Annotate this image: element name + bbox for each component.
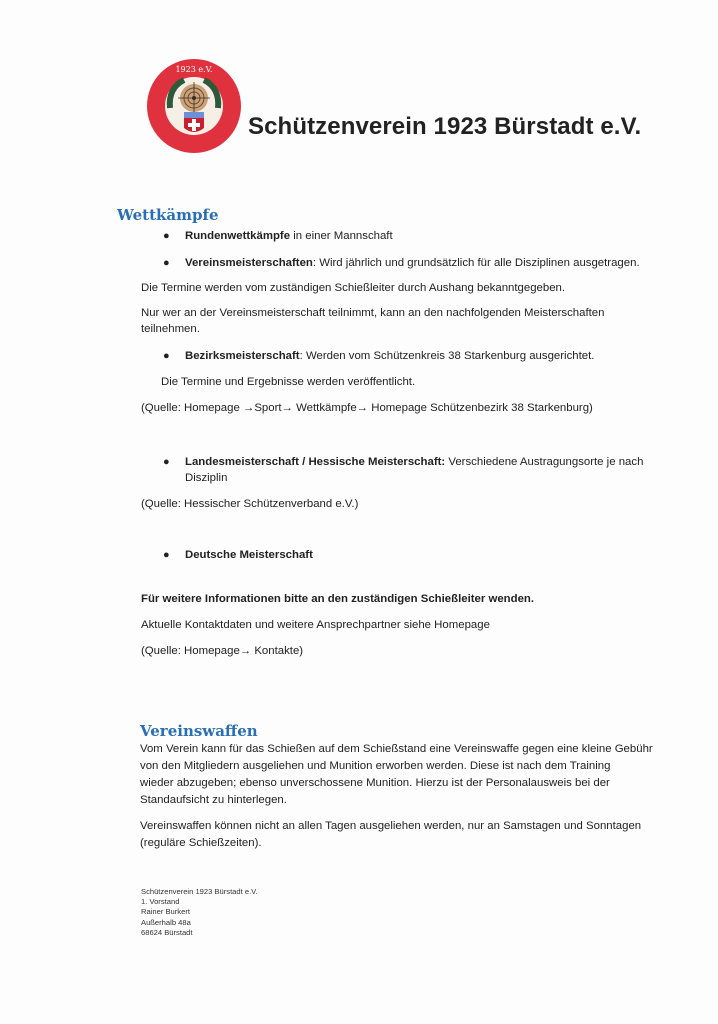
footer-line: Schützenverein 1923 Bürstadt e.V. [141,887,258,896]
item-text: in einer Mannschaft [290,230,393,242]
bullet-icon: ● [163,456,170,468]
item-text: : Wird jährlich und grundsätzlich für alle Disziplinen ausgetragen. [312,257,640,269]
paragraph-line: (reguläre Schießzeiten). [140,837,262,849]
paragraph-line: von den Mitgliedern ausgeliehen und Munition erworben werden. Diese ist nach dem Training [140,760,611,772]
footer-line: Rainer Burkert [141,907,190,917]
paragraph-line: Standaufsicht zu hinterlegen. [140,794,287,806]
contact-note: Aktuelle Kontaktdaten und weitere Ansprechpartner siehe Homepage [141,619,490,631]
item-title: Landesmeisterschaft / Hessische Meisterschaft: [185,456,446,468]
source-kontakte: (Quelle: Homepage→ Kontakte) [141,645,304,657]
footer-line: Außerhalb 48a [141,917,191,927]
paragraph-line: Vereinswaffen können nicht an allen Tagen ausgeliehen werden, nur an Samstagen und Sonntagen [140,820,642,832]
source-hessen: (Quelle: Hessischer Schützenverband e.V.) [141,498,359,510]
list-item-vereinsmeisterschaften [163,257,640,269]
bullet-icon: ● [163,549,170,561]
info-text: Für weitere Informationen bitte an den zuständigen Schießleiter wenden. [141,593,535,605]
item-title: Rundenwettkämpfe [185,230,291,242]
item-text: : Werden vom Schützenkreis 38 Starkenburg ausgerichtet. [299,350,595,362]
section-heading-wettkaempfe: Wettkämpfe [117,206,219,224]
paragraph-line: Vom Verein kann für das Schießen auf dem Schießstand eine Vereinswaffe gegen eine kleine Gebühr [140,743,653,755]
list-item-landesmeisterschaft-line2: Disziplin [185,472,228,484]
paragraph-termine: Die Termine werden vom zuständigen Schießleiter durch Aushang bekanntgegeben. [141,282,566,294]
logo-text: 1923 e.V. [175,65,213,74]
footer-line: 1. Vorstand [141,897,180,907]
paragraph-teilnahme-line2: teilnehmen. [141,323,200,335]
list-item-landesmeisterschaft [163,456,644,468]
list-item-deutsche-meisterschaft [163,549,313,561]
item-title: Vereinsmeisterschaften [185,257,313,269]
item-text: Verschiedene Austragungsorte je nach [445,456,644,468]
bullet-icon: ● [163,230,170,242]
source-bezirk: (Quelle: Homepage →Sport→ Wettkämpfe→ Homepage Schützenbezirk 38 Starkenburg) [141,402,593,414]
club-logo [146,58,242,154]
info-note [141,593,534,605]
section-heading-vereinswaffen: Vereinswaffen [140,722,258,740]
item-title: Deutsche Meisterschaft [185,549,313,561]
bullet-icon: ● [163,350,170,362]
paragraph-line: wieder abzugeben; ebenso unverschossene Munition. Hierzu ist der Personalausweis bei der [140,777,610,789]
list-item-bezirksmeisterschaft [163,350,595,362]
bullet-icon: ● [163,257,170,269]
paragraph-teilnahme-line1: Nur wer an der Vereinsmeisterschaft teilnimmt, kann an den nachfolgenden Meisterschaften [141,307,605,319]
item-title: Bezirksmeisterschaft [185,350,300,362]
footer-address [141,887,258,938]
paragraph-ergebnisse: Die Termine und Ergebnisse werden veröffentlicht. [161,376,416,388]
footer-line: 68624 Bürstadt [141,927,193,937]
page-title: Schützenverein 1923 Bürstadt e.V. [248,113,642,140]
list-item-rundenwettkaempfe [163,230,393,242]
